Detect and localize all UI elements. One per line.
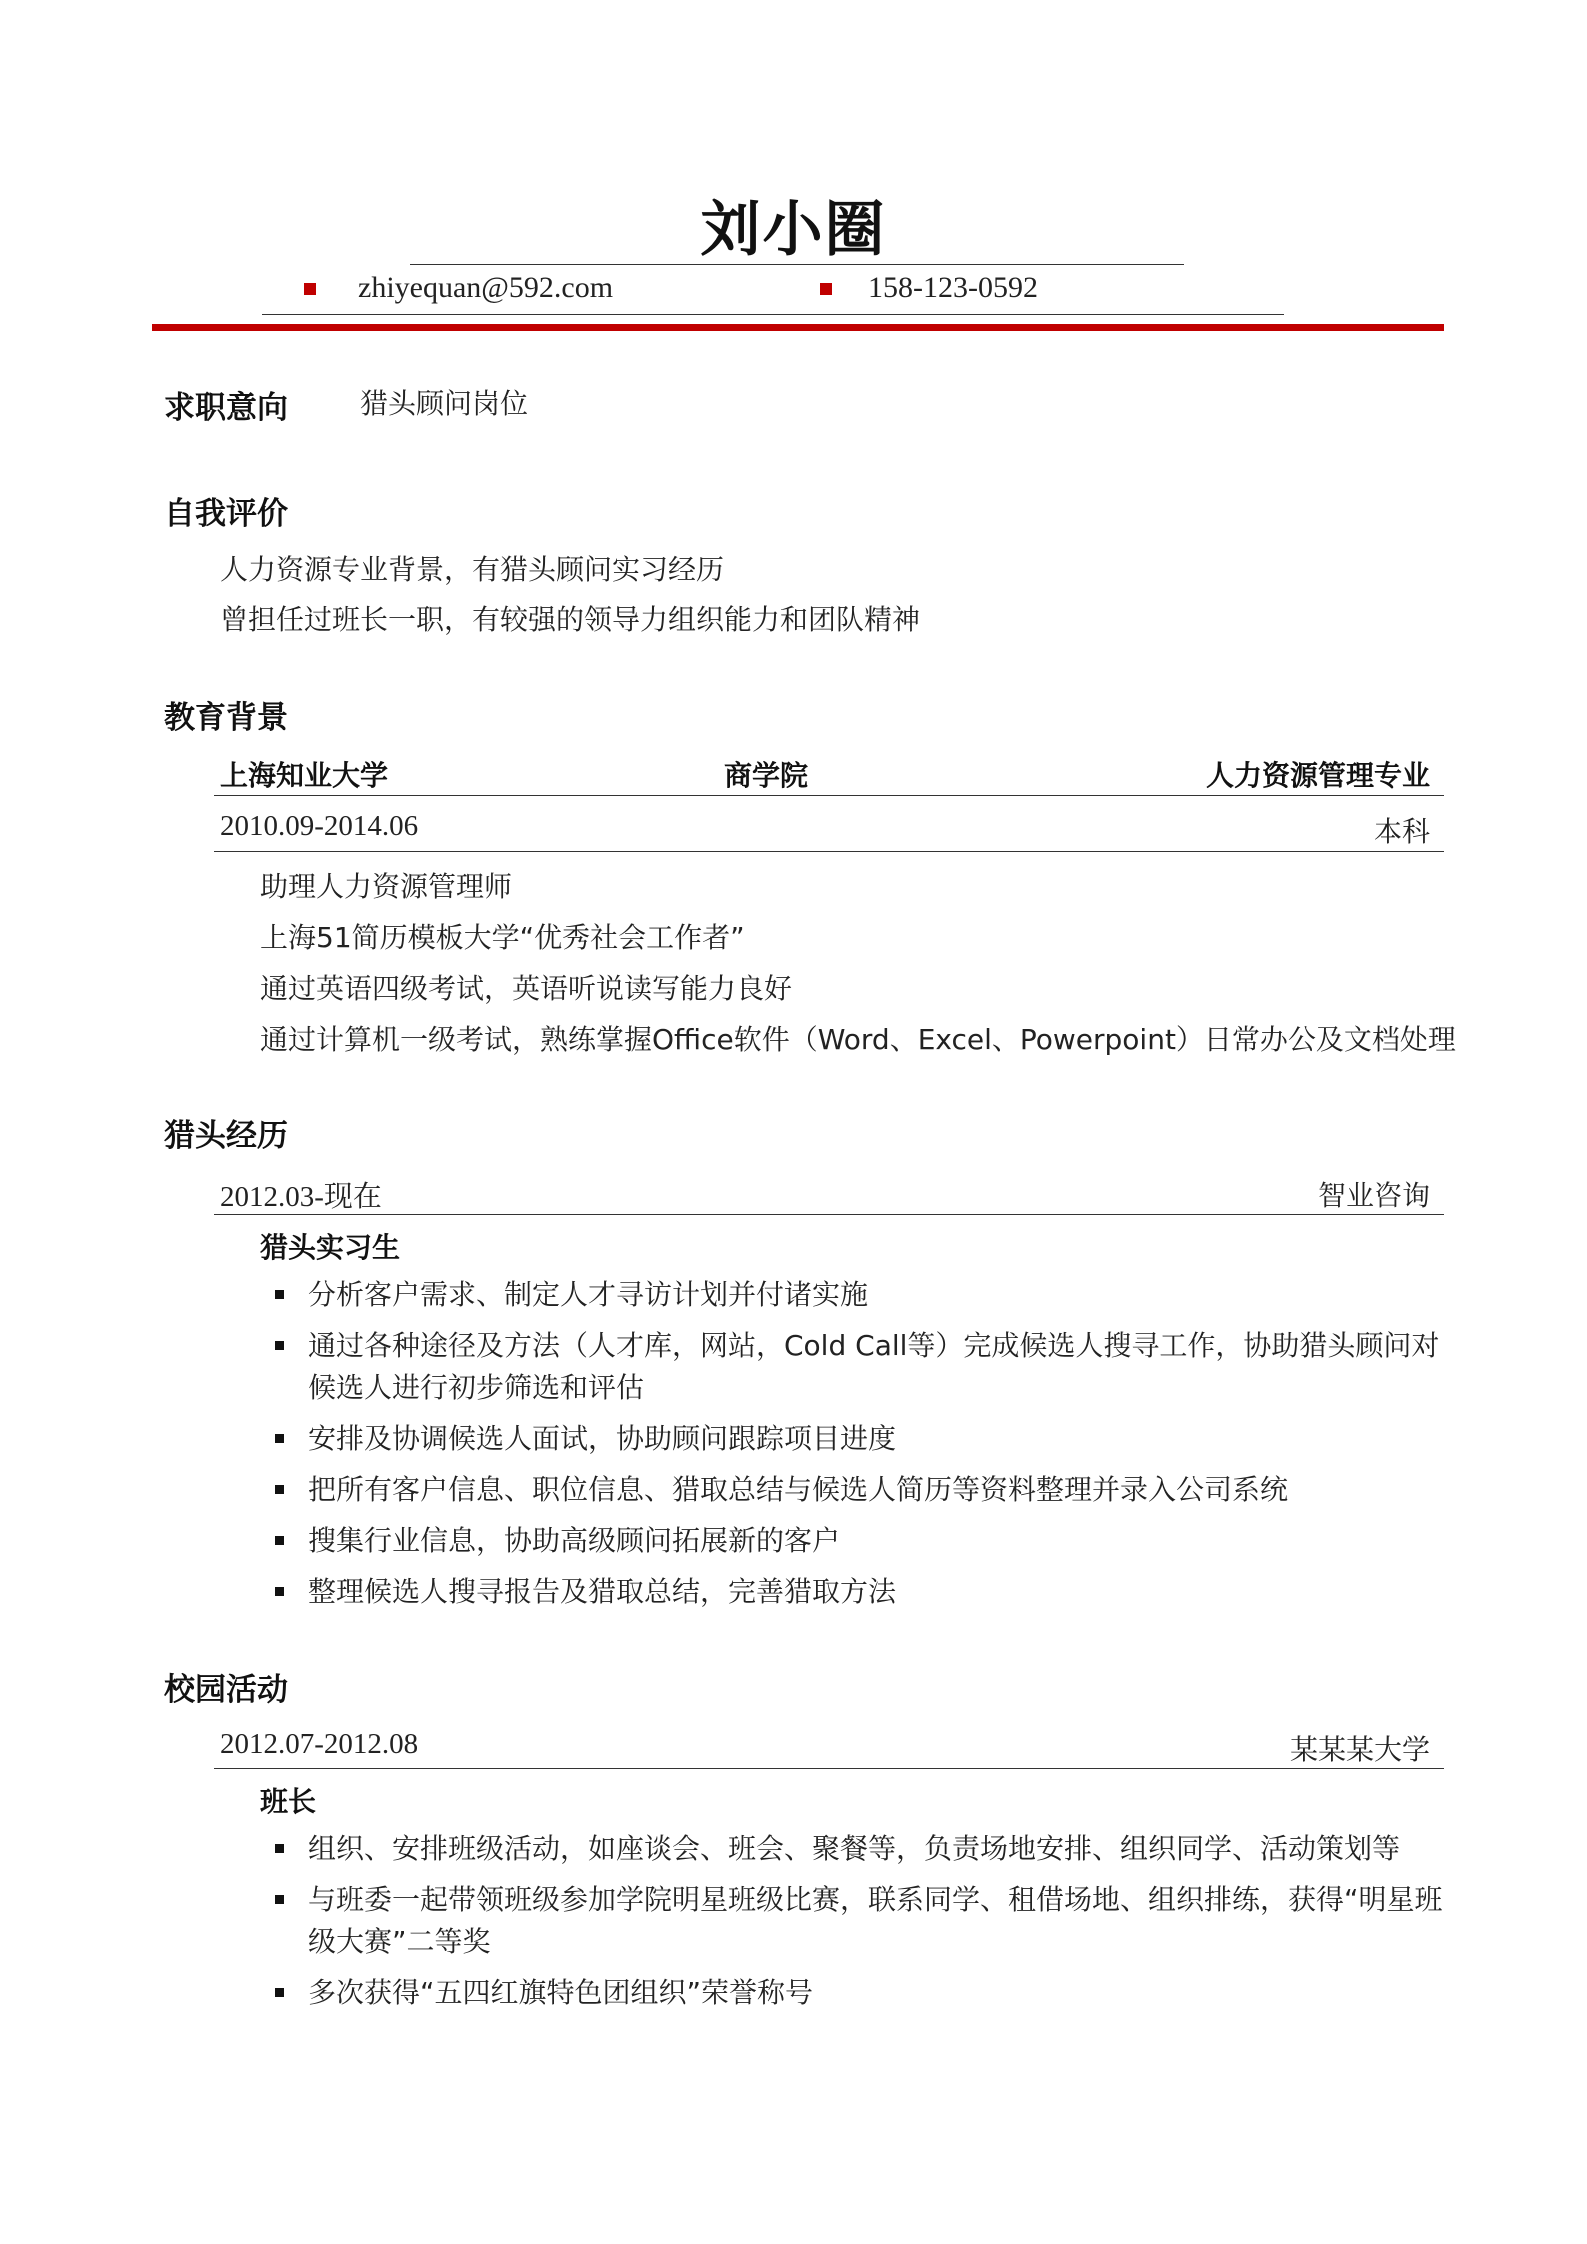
major-name: 人力资源管理专业 (1205, 759, 1430, 792)
hh-bullet: 分析客户需求、制定人才寻访计划并付诸实施 (308, 1278, 869, 1311)
bullet-square-icon (275, 1434, 284, 1443)
campus-heading: 校园活动 (164, 1672, 288, 1708)
campus-rule (214, 1768, 1444, 1769)
candidate-name: 刘小圈 (700, 195, 887, 265)
bullet-square-icon (275, 1895, 284, 1904)
hh-rule (214, 1214, 1444, 1215)
contact-underline (262, 314, 1284, 315)
bullet-square-icon (275, 1536, 284, 1545)
headhunting-heading: 猎头经历 (164, 1118, 288, 1154)
bullet-square-icon (275, 1587, 284, 1596)
objective-value: 猎头顾问岗位 (360, 387, 529, 420)
objective-heading: 求职意向 (164, 390, 288, 426)
college-name: 商学院 (724, 759, 809, 792)
hh-role: 猎头实习生 (260, 1231, 401, 1264)
campus-period: 2012.07-2012.08 (220, 1728, 419, 1760)
hh-bullet: 搜集行业信息，协助高级顾问拓展新的客户 (308, 1524, 841, 1557)
edu-period: 2010.09-2014.06 (220, 810, 419, 842)
bullet-square-icon (275, 1341, 284, 1350)
hh-bullet: 把所有客户信息、职位信息、猎取总结与候选人简历等资料整理并录入公司系统 (308, 1473, 1289, 1506)
bullet-square-icon (275, 1485, 284, 1494)
campus-role: 班长 (260, 1785, 317, 1818)
email-marker-icon (304, 283, 316, 295)
edu-item: 助理人力资源管理师 (260, 870, 513, 903)
hh-bullet: 整理候选人搜寻报告及猎取总结，完善猎取方法 (308, 1575, 897, 1608)
hh-period: 2012.03-现在 (220, 1181, 382, 1213)
hh-bullet: 通过各种途径及方法（人才库，网站，Cold Call等）完成候选人搜寻工作，协助猎头顾问对候选人进行初步筛选和评估 (308, 1329, 1440, 1404)
bullet-square-icon (275, 1988, 284, 1997)
edu-degree: 本科 (1373, 815, 1430, 848)
edu-rule-2 (214, 851, 1444, 852)
hh-bullet: 安排及协调候选人面试，协助顾问跟踪项目进度 (308, 1422, 897, 1455)
header-red-divider (152, 324, 1444, 331)
campus-bullet: 与班委一起带领班级参加学院明星班级比赛，联系同学、租借场地、组织排练，获得“明星班级大赛”二等奖 (308, 1883, 1443, 1958)
edu-item: 通过英语四级考试，英语听说读写能力良好 (260, 972, 793, 1005)
name-underline (410, 264, 1184, 265)
self-eval-line: 曾担任过班长一职，有较强的领导力组织能力和团队精神 (220, 603, 921, 636)
phone-marker-icon (820, 283, 832, 295)
phone-text[interactable]: 158-123-0592 (868, 271, 1038, 304)
school-name: 上海知业大学 (220, 759, 389, 792)
edu-item: 上海51简历模板大学“优秀社会工作者” (260, 921, 745, 954)
email-text[interactable]: zhiyequan@592.com (358, 271, 614, 304)
hh-company: 智业咨询 (1317, 1179, 1430, 1212)
self-eval-line: 人力资源专业背景，有猎头顾问实习经历 (220, 553, 725, 586)
self-eval-heading: 自我评价 (164, 496, 288, 532)
campus-bullet: 多次获得“五四红旗特色团组织”荣誉称号 (308, 1976, 814, 2009)
campus-org: 某某某大学 (1289, 1733, 1430, 1766)
bullet-square-icon (275, 1844, 284, 1853)
edu-rule-1 (214, 795, 1444, 796)
campus-bullet: 组织、安排班级活动，如座谈会、班会、聚餐等，负责场地安排、组织同学、活动策划等 (308, 1832, 1401, 1865)
education-heading: 教育背景 (164, 700, 288, 736)
edu-item: 通过计算机一级考试，熟练掌握Office软件（Word、Excel、Powerpoint）日常办公及文档处理 (260, 1023, 1456, 1056)
bullet-square-icon (275, 1290, 284, 1299)
